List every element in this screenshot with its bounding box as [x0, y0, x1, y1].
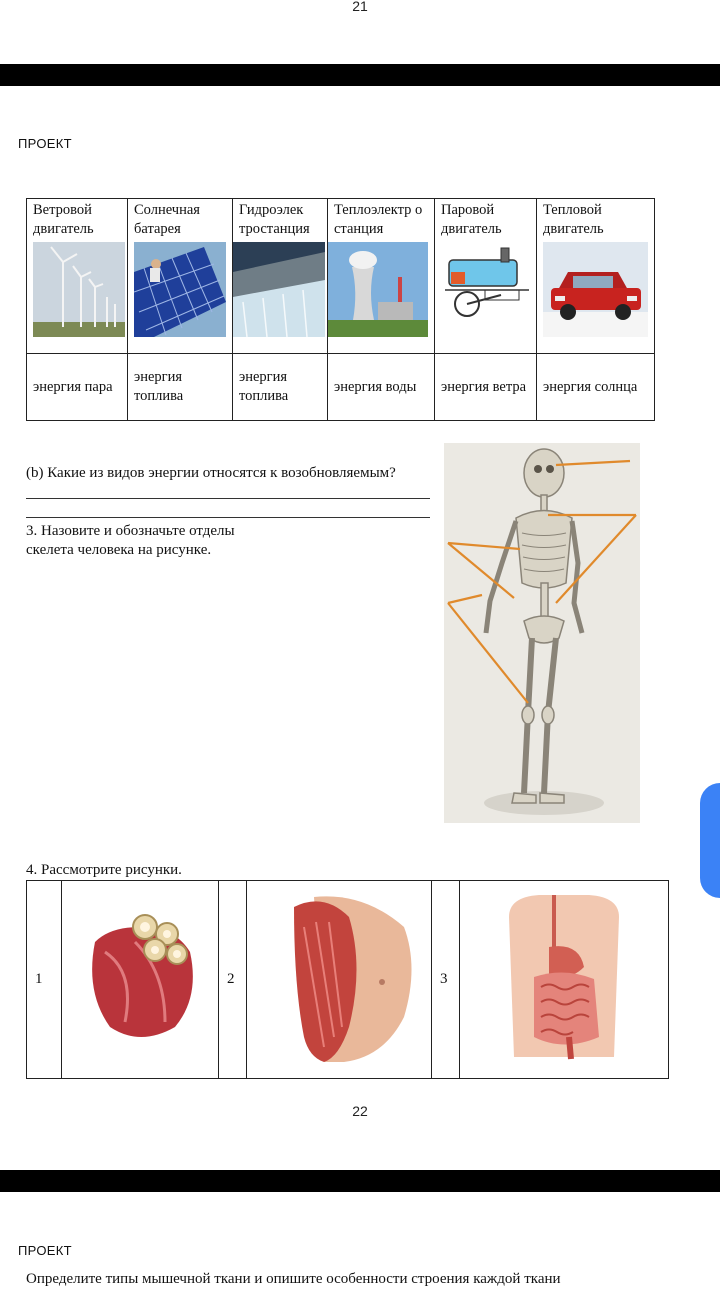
- digestive-system-icon: [489, 887, 639, 1067]
- energy-cell-solar: [128, 199, 233, 354]
- question-3-line2: скелета человека на рисунке.: [26, 542, 212, 558]
- page-separator-top: [0, 64, 720, 86]
- energy-label: энергия топлива: [233, 354, 328, 421]
- energy-label: энергия солнца: [537, 354, 655, 421]
- answer-line[interactable]: [26, 517, 430, 518]
- heart-image-cell: [62, 881, 219, 1079]
- page-number-top: 21: [352, 0, 368, 14]
- energy-cell-thermal: [328, 199, 435, 354]
- organs-table: [26, 880, 669, 1079]
- floating-action-button[interactable]: [700, 783, 720, 898]
- energy-title: Тепловой двигатель: [543, 202, 604, 237]
- energy-table: [26, 198, 655, 421]
- digestive-image-cell: [460, 881, 669, 1079]
- energy-label: энергия топлива: [128, 354, 233, 421]
- arm-muscle-icon: [254, 887, 424, 1067]
- solar-panel-icon: [134, 242, 226, 337]
- skeleton-image: [444, 443, 640, 823]
- energy-title: Ветровой двигатель: [33, 202, 94, 237]
- question-3-line1: 3. Назовите и обозначьте отделы: [26, 523, 235, 539]
- energy-title: Солнечная батарея: [134, 202, 200, 237]
- energy-title: Паровой двигатель: [441, 202, 502, 237]
- steam-engine-icon: [441, 242, 533, 322]
- page-number-bottom: 22: [352, 1103, 368, 1119]
- answer-line[interactable]: [26, 498, 430, 499]
- energy-cell-wind: [27, 199, 128, 354]
- thermal-plant-icon: [328, 242, 428, 337]
- energy-cell-steam: [435, 199, 537, 354]
- energy-cell-hydro: [233, 199, 328, 354]
- energy-label: энергия пара: [27, 354, 128, 421]
- energy-title: Теплоэлектр о станция: [334, 202, 423, 237]
- question-b: (b) Какие из видов энергии относятся к возобновляемым?: [26, 465, 396, 481]
- organ-number: 1: [27, 881, 62, 1079]
- arm-image-cell: [247, 881, 432, 1079]
- footer-question: Определите типы мышечной ткани и опишите особенности строения каждой ткани: [26, 1271, 561, 1287]
- energy-title: Гидроэлек тростанция: [239, 202, 310, 237]
- header-label-2: ПРОЕКТ: [18, 1243, 72, 1258]
- energy-cell-car: [537, 199, 655, 354]
- wind-turbines-icon: [33, 242, 125, 337]
- heart-muscle-icon: [65, 902, 215, 1052]
- header-label: ПРОЕКТ: [18, 136, 72, 151]
- hydro-dam-icon: [233, 242, 325, 337]
- organ-number: 3: [432, 881, 460, 1079]
- energy-label: энергия воды: [328, 354, 435, 421]
- organ-number: 2: [219, 881, 247, 1079]
- red-car-icon: [543, 242, 648, 337]
- energy-label: энергия ветра: [435, 354, 537, 421]
- question-4: 4. Рассмотрите рисунки.: [26, 862, 182, 878]
- page-separator-bottom: [0, 1170, 720, 1192]
